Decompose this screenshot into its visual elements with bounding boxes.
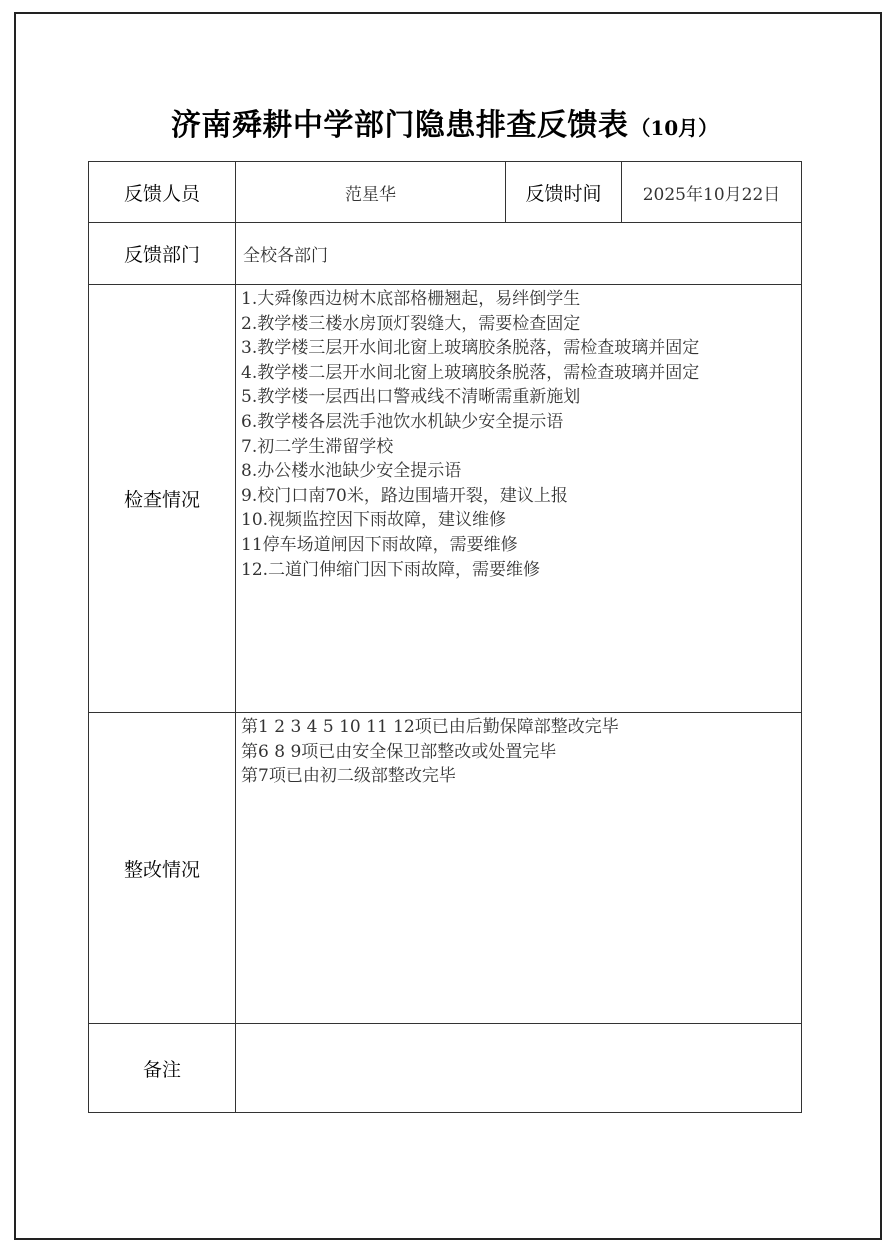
inspection-item: 6.教学楼各层洗手池饮水机缺少安全提示语 [241,411,564,432]
inspection-item: 3.教学楼三层开水间北窗上玻璃胶条脱落，需检查玻璃并固定 [241,338,700,359]
remarks-label: 备注 [89,1024,236,1113]
row-feedback-department [89,223,802,285]
feedback-form-table [88,161,802,1113]
feedback-time-label: 反馈时间 [506,162,622,223]
rectification-item: 第7项已由初二级部整改完毕 [241,766,456,787]
row-rectification [89,713,802,1024]
inspection-item: 11停车场道闸因下雨故障，需要维修 [241,534,518,555]
inspection-item: 8.办公楼水池缺少安全提示语 [241,461,462,482]
rectification-item: 第6 8 9项已由安全保卫部整改或处置完毕 [241,741,557,762]
title-main: 济南舜耕中学部门隐患排查反馈表 [170,108,629,143]
feedback-time-value: 2025年10月22日 [622,162,802,223]
inspection-item: 5.教学楼一层西出口警戒线不清晰需重新施划 [241,387,581,408]
title-month: （10月） [630,116,719,140]
inspection-list [236,285,802,713]
rectification-item: 第1 2 3 4 5 10 11 12项已由后勤保障部整改完毕 [241,717,619,737]
inspection-item: 4.教学楼二层开水间北窗上玻璃胶条脱落，需检查玻璃并固定 [241,362,700,383]
inspection-item: 10.视频监控因下雨故障，建议维修 [241,510,507,531]
feedback-person-value: 范星华 [236,162,506,223]
document-title [88,100,801,144]
inspection-label: 检查情况 [89,285,236,713]
rectification-label: 整改情况 [89,713,236,1024]
row-inspection [89,285,802,713]
feedback-department-value: 全校各部门 [236,223,802,285]
row-feedback-person [89,162,802,223]
inspection-item: 9.校门口南70米，路边围墙开裂，建议上报 [241,485,568,506]
feedback-person-label: 反馈人员 [89,162,236,223]
row-remarks [89,1024,802,1113]
inspection-item: 7.初二学生滞留学校 [241,436,394,457]
inspection-item: 2.教学楼三楼水房顶灯裂缝大，需要检查固定 [241,313,581,334]
inspection-item: 1.大舜像西边树木底部格栅翘起，易绊倒学生 [241,289,581,309]
rectification-list [236,713,802,1024]
feedback-department-label: 反馈部门 [89,223,236,285]
remarks-value [236,1024,802,1113]
inspection-item: 12.二道门伸缩门因下雨故障，需要维修 [241,559,541,580]
